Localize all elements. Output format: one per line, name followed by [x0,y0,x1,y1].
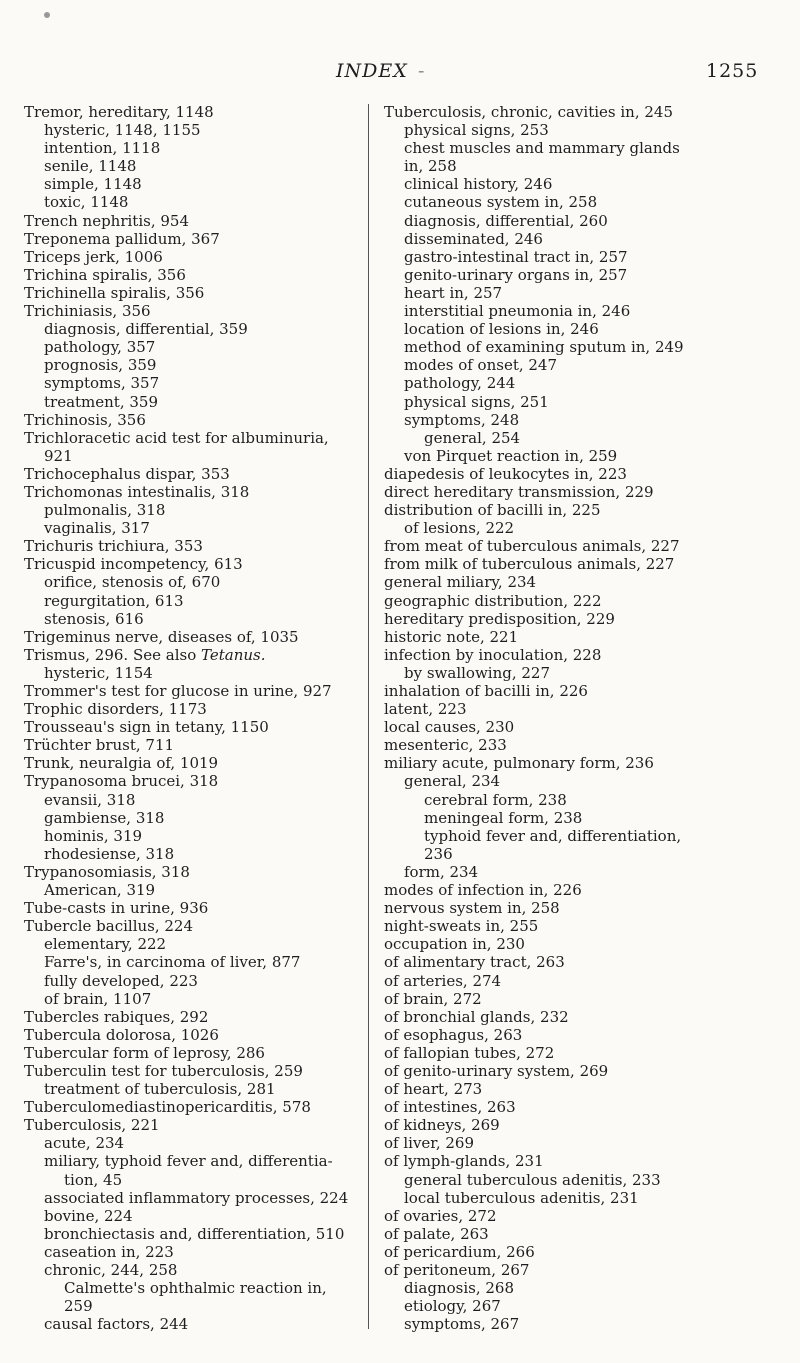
index-continuation: in, 258 [404,157,457,176]
index-entry: Tube-casts in urine, 936 [24,899,209,918]
index-subentry: of lymph-glands, 231 [384,1152,544,1171]
index-entry: Trunk, neuralgia of, 1019 [24,754,219,773]
column-divider [368,104,369,1329]
index-subentry: of esophagus, 263 [384,1025,523,1044]
index-subentry: senile, 1148 [44,157,137,176]
index-subentry: physical signs, 251 [404,392,549,411]
index-entry: Tuberculosis, chronic, cavities in, 245 [384,103,673,121]
index-entry: Trichiniasis, 356 [24,302,151,321]
index-subsubentry: etiology, 267 [404,1297,501,1316]
index-subsubentry: general tuberculous adenitis, 233 [404,1170,661,1189]
index-subsubentry: general, 254 [424,428,521,447]
index-subentry: historic note, 221 [384,627,519,646]
page-number: 1255 [706,60,759,82]
index-subentry: heart in, 257 [404,283,503,302]
index-subentry: intention, 1118 [44,139,161,158]
index-entry: Tremor, hereditary, 1148 [24,103,214,121]
index-subsubentry: form, 234 [404,862,479,881]
index-subentry: of intestines, 263 [384,1098,516,1117]
index-entry: Trichloracetic acid test for albuminuria, [24,428,329,447]
index-subentry: elementary, 222 [44,935,167,954]
index-subentry: disseminated, 246 [404,229,543,248]
index-subentry: symptoms, 248 [404,410,520,429]
index-subentry: causal factors, 244 [44,1315,189,1334]
index-subentry: prognosis, 359 [44,356,157,375]
index-subentry: pulmonalis, 318 [44,501,166,520]
index-subentry: method of examining sputum in, 249 [404,338,684,357]
index-entry: Trüchter brust, 711 [24,736,175,755]
index-subentry: modes of onset, 247 [404,356,558,375]
index-subentry: bronchiectasis and, differentiation, 510 [44,1224,345,1243]
index-entry [24,646,364,664]
index-subentry: evansii, 318 [44,790,136,809]
index-subentry: of alimentary tract, 263 [384,953,565,972]
index-subentry: location of lesions in, 246 [404,320,599,339]
index-subentry: of heart, 273 [384,1080,483,1099]
index-entry: Tubercular form of leprosy, 286 [24,1043,265,1062]
index-continuation: tion, 45 [64,1170,123,1189]
index-entry-text: Trismus, 296. See also [24,645,197,664]
index-subentry: miliary acute, pulmonary form, 236 [384,754,654,773]
index-subsubentry: local tuberculous adenitis, 231 [404,1188,639,1207]
index-subentry: pathology, 357 [44,338,156,357]
index-subentry: stenosis, 616 [44,609,144,628]
index-entry: Trigeminus nerve, diseases of, 1035 [24,627,299,646]
index-subentry: of ovaries, 272 [384,1206,497,1225]
index-entry: Tricuspid incompetency, 613 [24,555,243,574]
index-subentry: treatment of tuberculosis, 281 [44,1080,276,1099]
index-subentry: of bronchial glands, 232 [384,1007,569,1026]
index-subentry: toxic, 1148 [44,193,129,212]
index-subentry: genito-urinary organs in, 257 [404,265,628,284]
index-entry: Trichina spiralis, 356 [24,265,186,284]
index-entry: Tuberculin test for tuberculosis, 259 [24,1061,303,1080]
index-subentry: interstitial pneumonia in, 246 [404,302,631,321]
index-subentry: rhodesiense, 318 [44,844,175,863]
index-subentry: vaginalis, 317 [44,519,150,538]
index-subentry: hominis, 319 [44,826,143,845]
index-subentry: of pericardium, 266 [384,1242,535,1261]
index-continuation: 921 [44,446,73,465]
index-entry: Trophic disorders, 1173 [24,700,207,719]
index-subentry: orifice, stenosis of, 670 [44,573,221,592]
index-subentry: diapedesis of leukocytes in, 223 [384,464,627,483]
index-subentry: of arteries, 274 [384,971,502,990]
index-subentry: acute, 234 [44,1134,125,1153]
index-entry: Tubercula dolorosa, 1026 [24,1025,219,1044]
index-subentry: inhalation of bacilli in, 226 [384,682,588,700]
index-subentry: gastro-intestinal tract in, 257 [404,247,628,266]
index-entry: Trousseau's sign in tetany, 1150 [24,718,269,737]
index-entry: Trichocephalus dispar, 353 [24,464,230,483]
index-subentry: latent, 223 [384,700,467,719]
index-subentry: diagnosis, differential, 359 [44,320,248,339]
index-subentry: general miliary, 234 [384,573,537,592]
index-entry: Treponema pallidum, 367 [24,229,220,248]
index-column-left [24,103,364,1333]
index-subentry: geographic distribution, 222 [384,591,602,610]
index-entry: Tuberculomediastinopericarditis, 578 [24,1098,311,1117]
cross-reference: Tetanus. [201,645,266,664]
index-subentry: bovine, 224 [44,1206,133,1225]
index-entry: Trichinosis, 356 [24,410,146,429]
index-subentry: local causes, 230 [384,718,515,737]
index-subentry: of liver, 269 [384,1134,474,1153]
index-subentry: American, 319 [44,881,156,900]
index-subentry: fully developed, 223 [44,971,198,990]
index-subentry: pathology, 244 [404,374,516,393]
index-entry: Tubercle bacillus, 224 [24,917,194,936]
index-subentry: of kidneys, 269 [384,1116,500,1135]
index-subentry: chronic, 244, 258 [44,1261,178,1279]
running-title: INDEX [336,60,408,82]
index-subentry: from milk of tuberculous animals, 227 [384,555,675,574]
index-subentry: of fallopian tubes, 272 [384,1043,555,1062]
index-entry: Trichuris trichiura, 353 [24,537,203,556]
index-subentry: caseation in, 223 [44,1242,174,1261]
index-subentry: clinical history, 246 [404,175,553,194]
index-subsubentry: meningeal form, 238 [424,808,583,827]
index-entry: Trench nephritis, 954 [24,211,189,230]
index-subentry: of brain, 272 [384,989,482,1008]
index-subentry: of brain, 1107 [44,989,152,1008]
index-subentry: chest muscles and mammary glands [404,139,680,158]
index-subsubentry: diagnosis, 268 [404,1279,514,1298]
index-subentry: hysteric, 1154 [44,663,153,682]
index-subentry: occupation in, 230 [384,935,525,954]
index-column-right [384,103,724,1333]
index-subsubentry: symptoms, 267 [404,1315,520,1334]
index-entry: Trypanosomiasis, 318 [24,862,190,881]
index-subsubentry: general, 234 [404,772,501,791]
index-subentry: cutaneous system in, 258 [404,193,598,212]
index-entry: Trichinella spiralis, 356 [24,283,205,302]
index-entry: Trichomonas intestinalis, 318 [24,482,250,501]
index-subentry: miliary, typhoid fever and, differentia- [44,1152,333,1171]
index-subentry: of peritoneum, 267 [384,1261,530,1279]
index-entry: Trypanosoma brucei, 318 [24,772,219,791]
index-subsubentry: typhoid fever and, differentiation, [424,826,682,845]
index-entry: Tuberculosis, 221 [24,1116,160,1135]
page-header [0,60,800,84]
index-subentry: Farre's, in carcinoma of liver, 877 [44,953,301,972]
index-subentry: mesenteric, 233 [384,736,507,755]
index-subentry: simple, 1148 [44,175,142,194]
index-subentry: night-sweats in, 255 [384,917,539,936]
index-subsubentry: by swallowing, 227 [404,663,551,682]
index-continuation: 236 [424,844,453,863]
index-entry: Triceps jerk, 1006 [24,247,163,266]
index-subsubentry: of lesions, 222 [404,519,515,538]
index-subentry: physical signs, 253 [404,121,549,140]
index-subentry: von Pirquet reaction in, 259 [404,446,618,465]
index-subentry: hysteric, 1148, 1155 [44,121,201,140]
index-entry: Tubercles rabiques, 292 [24,1007,209,1026]
index-subentry: regurgitation, 613 [44,591,184,610]
page-mark [44,12,50,18]
index-subentry: diagnosis, differential, 260 [404,211,608,230]
index-subentry: associated inflammatory processes, 224 [44,1188,349,1207]
index-subentry: treatment, 359 [44,392,159,411]
index-subentry: infection by inoculation, 228 [384,645,602,664]
index-subentry: from meat of tuberculous animals, 227 [384,537,680,556]
index-subentry: distribution of bacilli in, 225 [384,501,601,520]
index-subentry: of palate, 263 [384,1224,489,1243]
index-entry: Trommer's test for glucose in urine, 927 [24,682,332,700]
index-subentry: symptoms, 357 [44,374,160,393]
index-subentry: modes of infection in, 226 [384,881,582,900]
index-subentry: nervous system in, 258 [384,899,560,918]
index-subentry: hereditary predisposition, 229 [384,609,615,628]
index-subsubentry: Calmette's ophthalmic reaction in, [64,1279,327,1298]
index-subsubentry: cerebral form, 238 [424,790,567,809]
index-subentry: gambiense, 318 [44,808,165,827]
index-subentry: direct hereditary transmission, 229 [384,482,654,501]
index-subentry: of genito-urinary system, 269 [384,1061,609,1080]
index-continuation: 259 [64,1297,93,1316]
header-dash: - [418,60,425,82]
